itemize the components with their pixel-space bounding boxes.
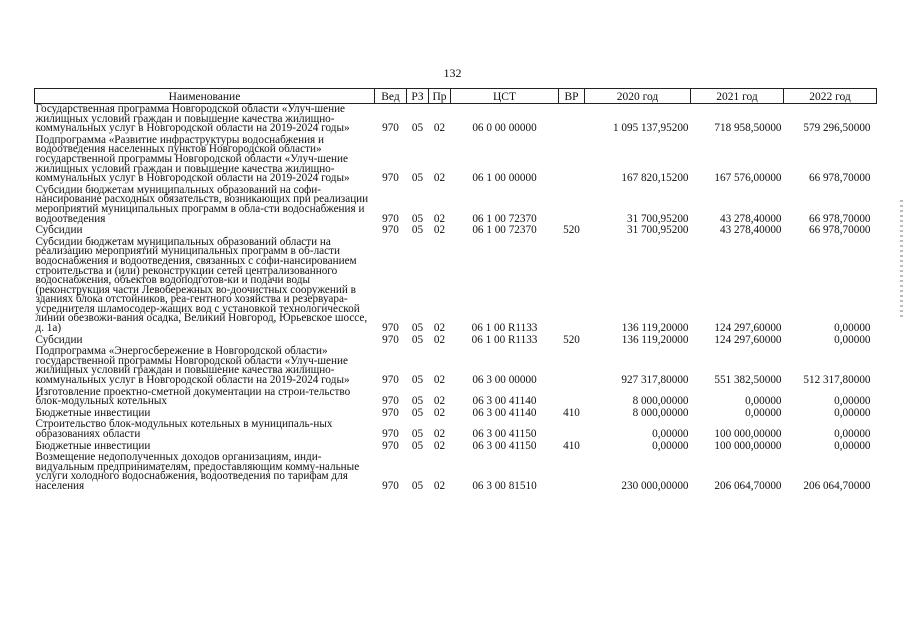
row-2021: 124 297,60000 [714,333,782,346]
row-2021: 100 000,00000 [714,439,782,452]
row-rz: 05 [411,439,424,452]
row-2020: 0,00000 [652,428,689,440]
row-name: Изготовление проектно-сметной документации на строи-тельство блок-модульных котельных [35,385,351,408]
row-vr [559,419,585,440]
row-2021: 43 278,40000 [719,212,782,225]
row-2021: 100 000,00000 [714,428,782,440]
row-pr: 02 [433,333,446,346]
row-vr [559,104,585,135]
row-cst: 06 3 00 41140 [472,395,537,408]
row-cst: 06 1 00 72370 [472,224,537,237]
row-vr [559,135,585,185]
row-ved: 970 [382,333,399,346]
row-2021: 43 278,40000 [719,224,782,237]
row-name: Субсидии [35,224,83,237]
header-cst: ЦСТ [451,89,559,104]
table-header-row [35,89,877,104]
row-rz: 05 [411,172,424,185]
row-vr [559,387,585,408]
row-rz: 05 [411,212,424,225]
table-row [35,452,877,492]
header-vr: ВР [559,89,585,104]
row-pr: 02 [433,322,446,335]
row-2021: 206 064,70000 [714,479,782,492]
table-row [35,237,877,335]
row-pr: 02 [433,479,446,492]
budget-table [34,88,877,493]
row-cst: 06 1 00 R1133 [471,322,538,335]
row-cst: 06 1 00 00000 [472,172,537,185]
row-vr [559,452,585,492]
header-ved: Вед [375,89,407,104]
row-pr: 02 [433,395,446,408]
row-pr: 02 [433,224,446,237]
row-vr [559,346,585,386]
row-cst: 06 3 00 41150 [472,428,537,440]
row-cst: 06 3 00 41150 [472,439,537,452]
row-name: Бюджетные инвестиции [35,406,151,419]
row-2020: 8 000,00000 [632,406,689,419]
row-cst: 06 1 00 72370 [472,212,537,225]
row-2022: 0,00000 [834,439,871,452]
row-2022: 66 978,70000 [808,212,871,225]
row-rz: 05 [411,122,424,135]
row-ved: 970 [382,406,399,419]
row-cst: 06 3 00 81510 [472,479,537,492]
row-2020: 31 700,95200 [626,224,689,237]
row-pr: 02 [433,428,446,440]
row-name: Возмещение недополученных доходов организациям, инди-видуальным предпринимателям, предоставляющим комму-нальные услуги холодного водоснабжения, водоотведения по тарифам для населения [35,451,360,492]
row-2020: 0,00000 [652,439,689,452]
row-ved: 970 [382,374,399,387]
table-row [35,135,877,185]
row-vr: 410 [563,439,580,452]
row-2022: 0,00000 [834,406,871,419]
row-name: Субсидии бюджетам муниципальных образований на софи-нансирование расходных обязательств, возникающих при реализации мероприятий муниципальных программ в обла-сти водоснабжения и водоотведения [35,183,369,225]
row-name: Государственная программа Новгородской области «Улуч-шение жилищных условий граждан и повышение качества жилищно-коммунальных услуг в Новгородской области на 2019-2024 годы» [35,103,350,135]
table-row [35,387,877,408]
row-ved: 970 [382,395,399,408]
row-ved: 970 [382,428,399,440]
row-ved: 970 [382,479,399,492]
row-2022: 0,00000 [834,322,871,335]
row-2020: 1 095 137,95200 [612,122,689,135]
row-2020: 136 119,20000 [621,322,689,335]
header-pr: Пр [429,89,451,104]
row-2020: 167 820,15200 [621,172,689,185]
table-row [35,185,877,225]
row-rz: 05 [411,322,424,335]
row-2020: 8 000,00000 [632,395,689,408]
row-2021: 124 297,60000 [714,322,782,335]
row-name: Строительство блок-модульных котельных в муниципаль-ных образованиях области [35,418,333,440]
row-2022: 66 978,70000 [808,172,871,185]
row-2020: 927 317,80000 [621,374,689,387]
header-2021: 2021 год [691,89,784,104]
table-row [35,225,877,237]
row-vr [559,237,585,335]
row-2020: 136 119,20000 [621,333,689,346]
row-pr: 02 [433,406,446,419]
row-2022: 206 064,70000 [803,479,871,492]
row-ved: 970 [382,212,399,225]
row-2022: 579 296,50000 [803,122,871,135]
header-name: Наименование [35,89,375,104]
table-row [35,346,877,386]
row-ved: 970 [382,439,399,452]
row-2022: 0,00000 [834,333,871,346]
row-name: Подпрограмма «Развитие инфраструктуры водоснабжения и водоотведения населенных пунктов Новгородской области» государственной программы Новгородской области «Улуч-шение жилищных условий граждан и повышение качества жилищно-коммунальных услуг в Новгородской области на 2019-2024 годы» [35,133,350,185]
header-rz: РЗ [407,89,429,104]
row-2022: 512 317,80000 [803,374,871,387]
row-cst: 06 1 00 R1133 [471,333,538,346]
row-pr: 02 [433,122,446,135]
row-ved: 970 [382,122,399,135]
row-cst: 06 3 00 41140 [472,406,537,419]
row-rz: 05 [411,395,424,408]
row-2022: 66 978,70000 [808,224,871,237]
row-pr: 02 [433,172,446,185]
row-cst: 06 0 00 00000 [472,122,537,135]
row-2021: 718 958,50000 [714,122,782,135]
row-2021: 0,00000 [745,395,782,408]
row-2021: 0,00000 [745,406,782,419]
row-pr: 02 [433,212,446,225]
row-name: Субсидии [35,333,83,346]
table-row [35,419,877,440]
row-cst: 06 3 00 00000 [472,374,537,387]
table-row [35,104,877,135]
row-2022: 0,00000 [834,428,871,440]
row-vr [559,185,585,225]
row-2020: 31 700,95200 [626,212,689,225]
row-vr: 520 [563,333,580,346]
row-rz: 05 [411,374,424,387]
row-rz: 05 [411,333,424,346]
row-pr: 02 [433,374,446,387]
row-rz: 05 [411,428,424,440]
row-name: Субсидии бюджетам муниципальных образований области на реализацию мероприятий муниципальных программ в об-ласти водоснабжения и водоотведения, связанных с софи-нансированием строительства и (или) реконструкции сетей централизованного водоснабжения, объектов водоподготов-ки и подачи воды (реконструкция части Левобережных во-доочистных сооружений в зданиях блока отстойников, реа-гентного хозяйства и резервуара-усреднителя шламосодер-жащих вод с установкой технологической линии обезвожи-вания осадка, Великий Новгород, Юрьевское шоссе, д. 1а) [35,235,368,335]
row-pr: 02 [433,439,446,452]
row-rz: 05 [411,479,424,492]
row-ved: 970 [382,322,399,335]
row-ved: 970 [382,224,399,237]
row-2020: 230 000,00000 [621,479,689,492]
header-2022: 2022 год [784,89,877,104]
row-2022: 0,00000 [834,395,871,408]
row-2021: 167 576,00000 [714,172,782,185]
header-2020: 2020 год [585,89,691,104]
row-ved: 970 [382,172,399,185]
row-name: Подпрограмма «Энергосбережение в Новгородской области» государственной программы Новгородской области «Улуч-шение жилищных условий граждан и повышение качества жилищно-коммунальных услуг в Новгородской области на 2019-2024 годы» [35,345,350,387]
page-number: 132 [443,66,462,80]
row-rz: 05 [411,406,424,419]
row-vr: 410 [563,406,580,419]
row-2021: 551 382,50000 [714,374,782,387]
row-name: Бюджетные инвестиции [35,439,151,452]
scan-edge-mark [900,200,903,320]
row-rz: 05 [411,224,424,237]
row-vr: 520 [563,224,580,237]
